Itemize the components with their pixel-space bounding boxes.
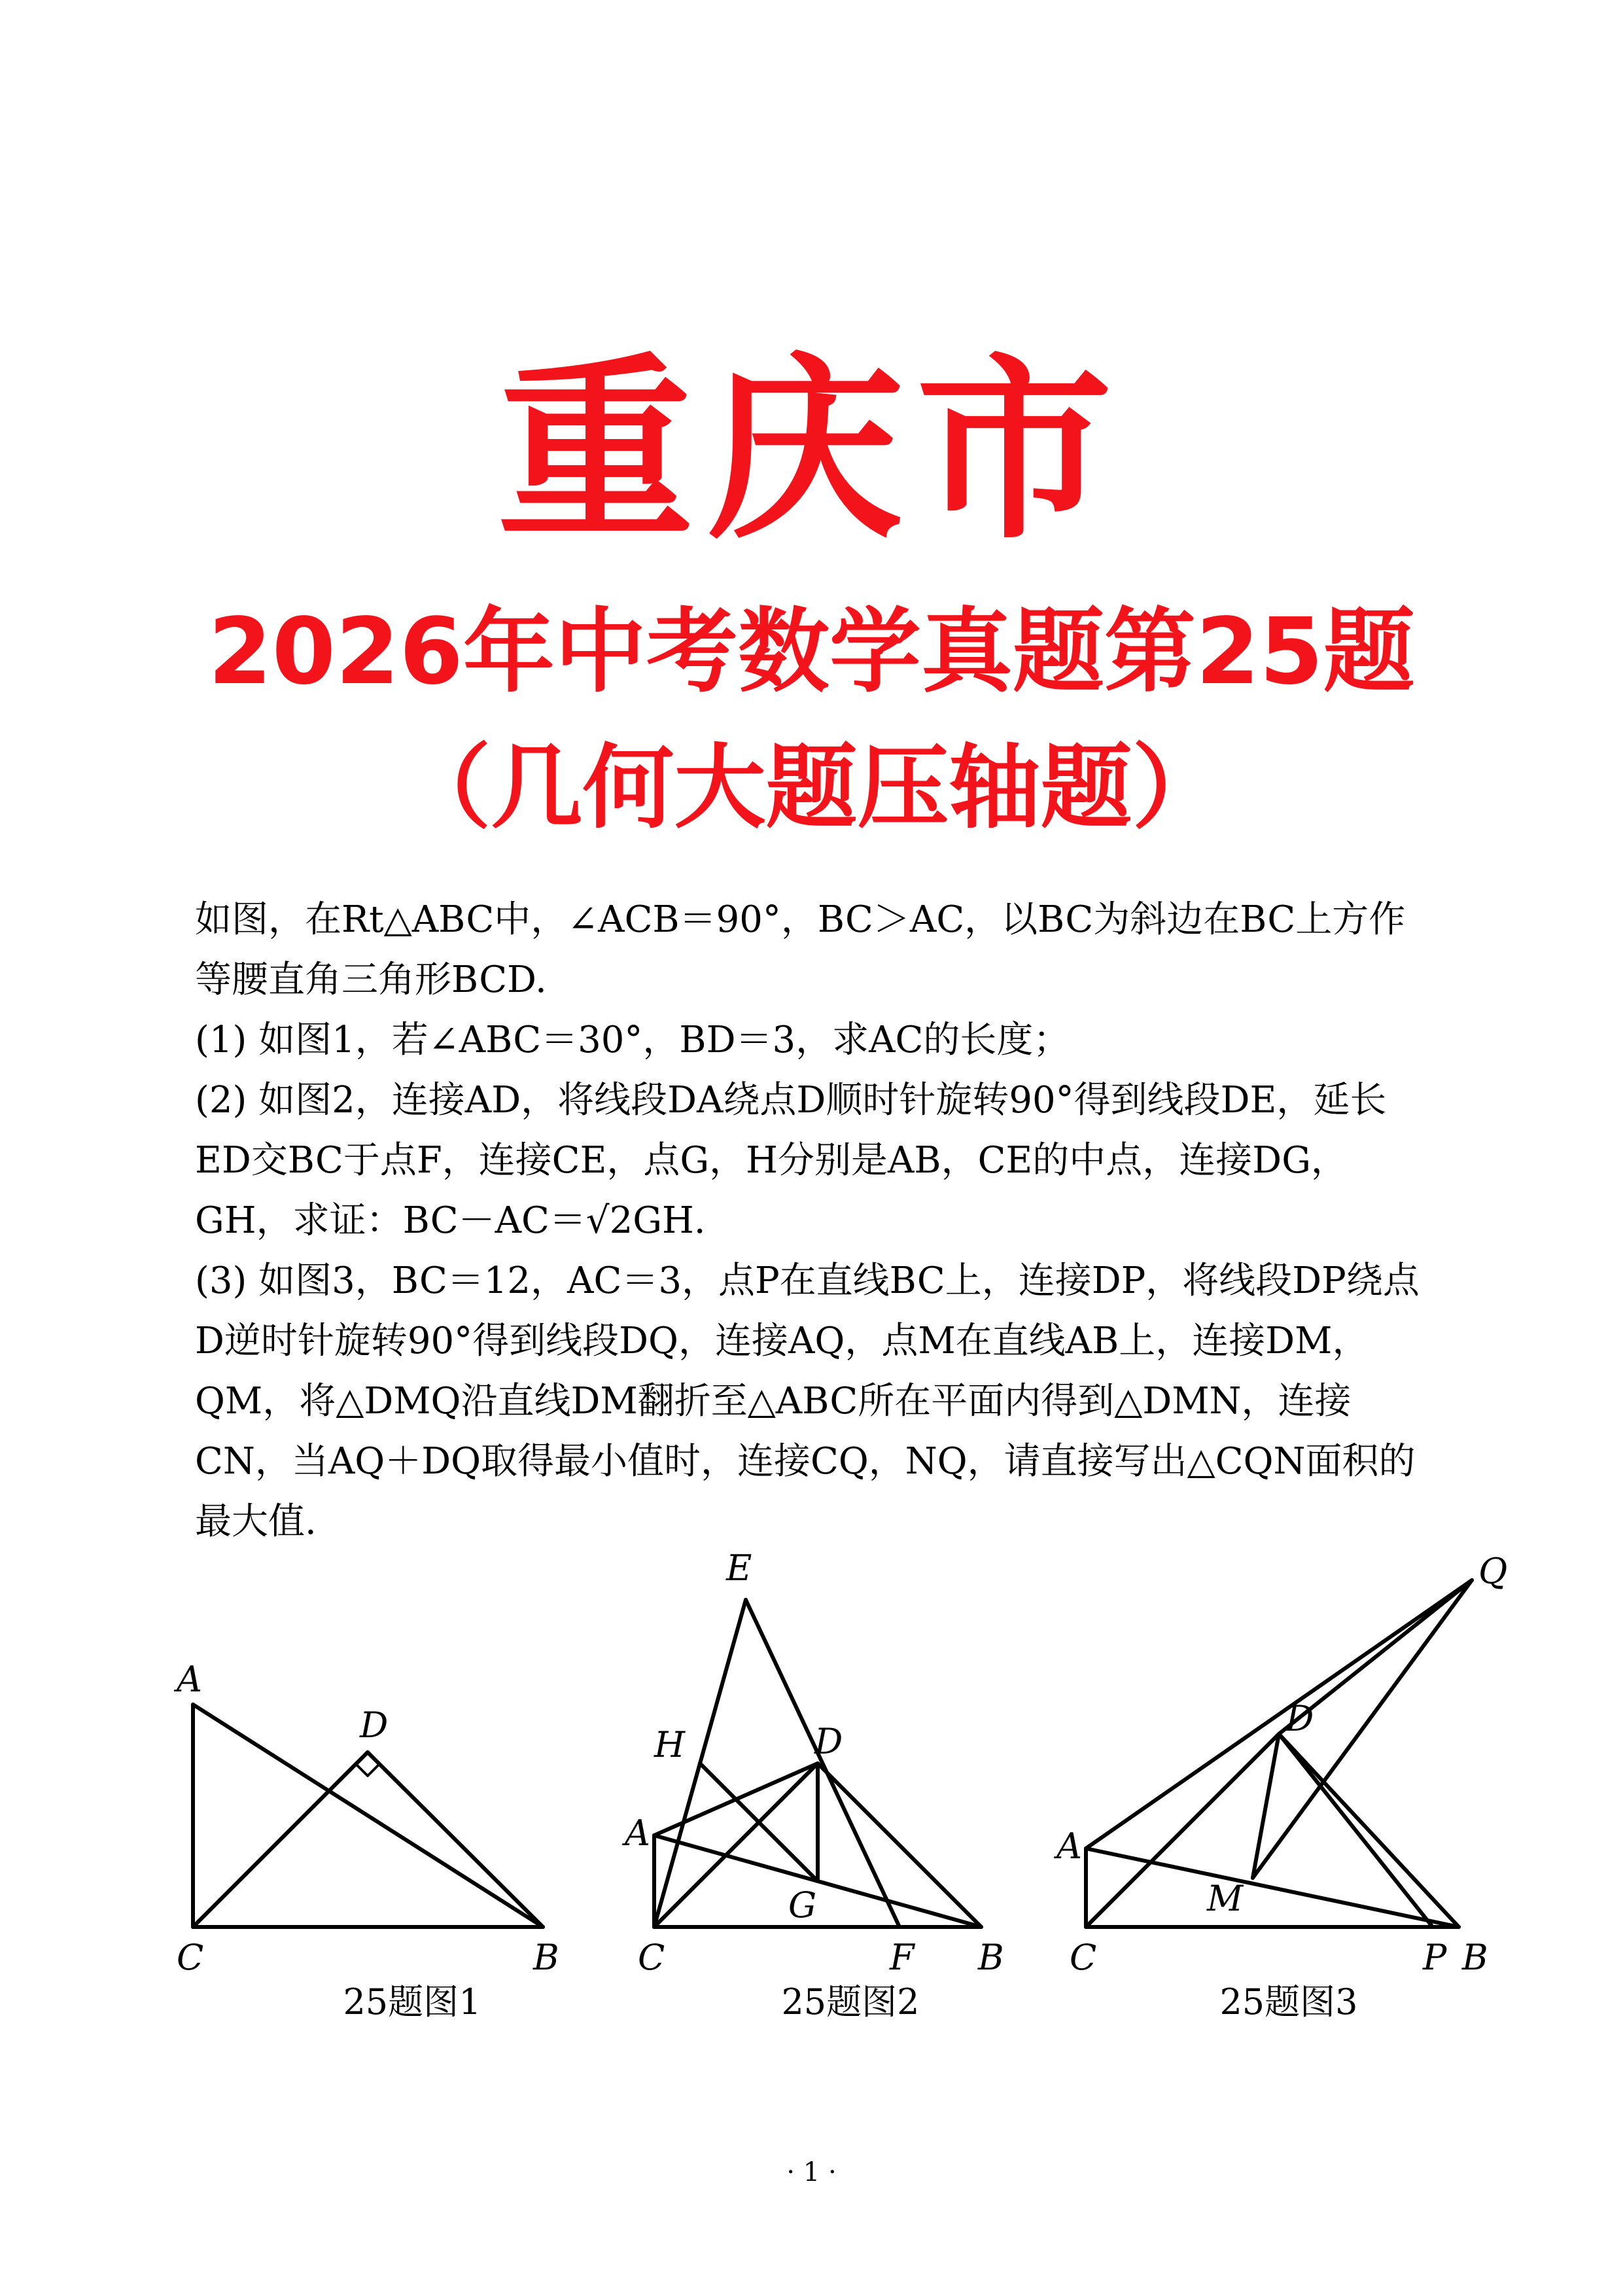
label-D: D xyxy=(360,1704,389,1746)
label-A: A xyxy=(177,1659,202,1700)
label-A: A xyxy=(625,1812,650,1854)
label-P: P xyxy=(1423,1937,1447,1978)
label-C: C xyxy=(177,1937,204,1978)
segment-CD xyxy=(193,1752,368,1927)
label-B: B xyxy=(1462,1937,1488,1978)
segment-EF xyxy=(746,1600,899,1927)
label-H: H xyxy=(654,1724,686,1765)
problem-line: 如图，在Rt△ABC中，∠ACB＝90°，BC＞AC，以BC为斜边在BC上方作 xyxy=(195,898,1406,941)
label-Q: Q xyxy=(1478,1551,1508,1592)
segment-AQ xyxy=(1086,1580,1472,1848)
problem-text xyxy=(195,890,1438,1552)
segment-DB xyxy=(1279,1734,1459,1927)
problem-line: D逆时针旋转90°得到线段DQ，连接AQ，点M在直线AB上，连接DM， xyxy=(195,1320,1369,1362)
label-D: D xyxy=(1285,1698,1314,1739)
figure-3-caption: 25题图3 xyxy=(1219,1981,1358,2022)
problem-line: 等腰直角三角形BCD. xyxy=(195,959,547,1001)
label-B: B xyxy=(978,1937,1004,1978)
label-G: G xyxy=(788,1884,817,1926)
label-M: M xyxy=(1207,1878,1244,1919)
label-C: C xyxy=(638,1937,665,1978)
segment-DP xyxy=(1279,1734,1433,1927)
figure-3-diagram xyxy=(1027,1541,1550,1986)
label-D: D xyxy=(814,1721,843,1762)
problem-line: QM，将△DMQ沿直线DM翻折至△ABC所在平面内得到△DMN，连接 xyxy=(195,1380,1352,1422)
label-B: B xyxy=(533,1937,559,1978)
figure-1-caption: 25题图1 xyxy=(343,1981,481,2022)
problem-line: ED交BC于点F，连接CE，点G，H分别是AB，CE的中点，连接DG， xyxy=(195,1139,1348,1182)
label-F: F xyxy=(890,1937,915,1978)
label-A: A xyxy=(1056,1826,1082,1867)
title-type: （几何大题压轴题） xyxy=(399,735,1224,841)
page-number: · 1 · xyxy=(786,2157,837,2187)
segment-DB xyxy=(368,1752,543,1927)
problem-line: (2) 如图2，连接AD，将线段DA绕点D顺时针旋转90°得到线段DE，延长 xyxy=(195,1079,1387,1122)
figure-3 xyxy=(1027,1541,1550,1986)
problem-line: GH，求证：BC－AC＝√2GH. xyxy=(195,1199,706,1242)
right-angle-mark xyxy=(368,1764,379,1776)
problem-line: (1) 如图1，若∠ABC＝30°，BD＝3，求AC的长度； xyxy=(195,1019,1070,1061)
figure-2-caption: 25题图2 xyxy=(781,1981,920,2022)
title-city: 重庆市 xyxy=(497,337,1126,565)
problem-line: CN，当AQ＋DQ取得最小值时，连接CQ，NQ，请直接写出△CQN面积的 xyxy=(195,1440,1416,1483)
label-C: C xyxy=(1070,1937,1097,1978)
right-angle-mark xyxy=(356,1764,368,1776)
problem-line: (3) 如图3，BC＝12，AC＝3，点P在直线BC上，连接DP，将线段DP绕点 xyxy=(195,1260,1420,1302)
title-exam: 2026年中考数学真题第25题 xyxy=(208,599,1415,705)
label-E: E xyxy=(726,1547,752,1589)
problem-line: 最大值. xyxy=(195,1500,317,1543)
